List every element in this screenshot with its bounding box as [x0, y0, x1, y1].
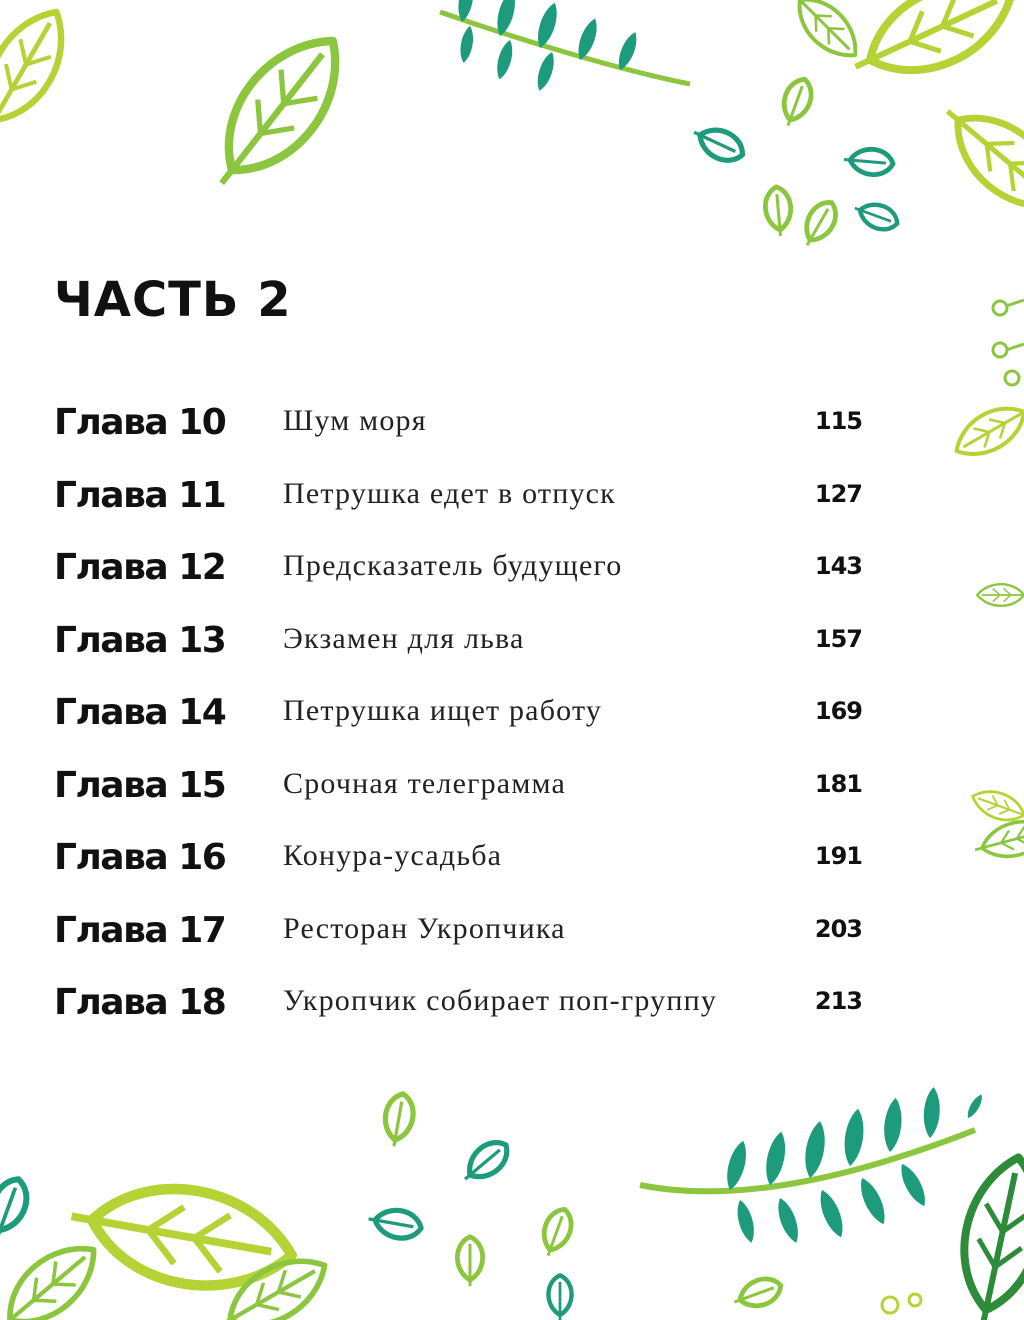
chapter-number: Глава 12: [54, 547, 226, 588]
chapter-number: Глава 14: [54, 692, 226, 733]
chapter-title: Шум моря: [283, 404, 427, 437]
toc-row[interactable]: [54, 471, 874, 544]
part-title: ЧАСТЬ 2: [54, 272, 292, 328]
page-number: 203: [814, 914, 862, 943]
page-number: 127: [814, 479, 862, 508]
page-number: 115: [814, 407, 862, 435]
table-of-contents: [54, 398, 874, 1051]
page-number: 191: [814, 842, 862, 870]
toc-row[interactable]: [54, 543, 874, 616]
toc-row[interactable]: [54, 616, 874, 689]
chapter-title: Экзамен для льва: [283, 621, 525, 655]
chapter-number: Глава 11: [54, 474, 226, 516]
chapter-title: Предсказатель будущего: [283, 549, 623, 582]
toc-row[interactable]: [54, 833, 874, 906]
chapter-number: Глава 18: [54, 982, 226, 1023]
chapter-title: Петрушка ищет работу: [283, 694, 603, 727]
chapter-title: Ресторан Укропчика: [283, 911, 566, 945]
toc-row[interactable]: [54, 906, 874, 979]
chapter-number: Глава 10: [54, 402, 226, 443]
page-number: 169: [814, 697, 862, 725]
chapter-title: Петрушка едет в отпуск: [283, 476, 616, 510]
toc-row[interactable]: [54, 688, 874, 761]
page-number: 213: [814, 987, 862, 1015]
page-number: 143: [814, 552, 862, 580]
chapter-title: Срочная телеграмма: [283, 766, 567, 800]
chapter-title: Укропчик собирает поп-группу: [283, 984, 718, 1017]
chapter-number: Глава 15: [54, 764, 226, 806]
toc-row[interactable]: [54, 761, 874, 834]
toc-row[interactable]: [54, 978, 874, 1051]
page-number: 157: [814, 624, 862, 653]
toc-row[interactable]: [54, 398, 874, 471]
chapter-title: Конура-усадьба: [283, 839, 503, 872]
chapter-number: Глава 16: [54, 837, 226, 878]
chapter-number: Глава 13: [54, 619, 226, 661]
page-number: 181: [814, 769, 862, 798]
chapter-number: Глава 17: [54, 909, 226, 951]
